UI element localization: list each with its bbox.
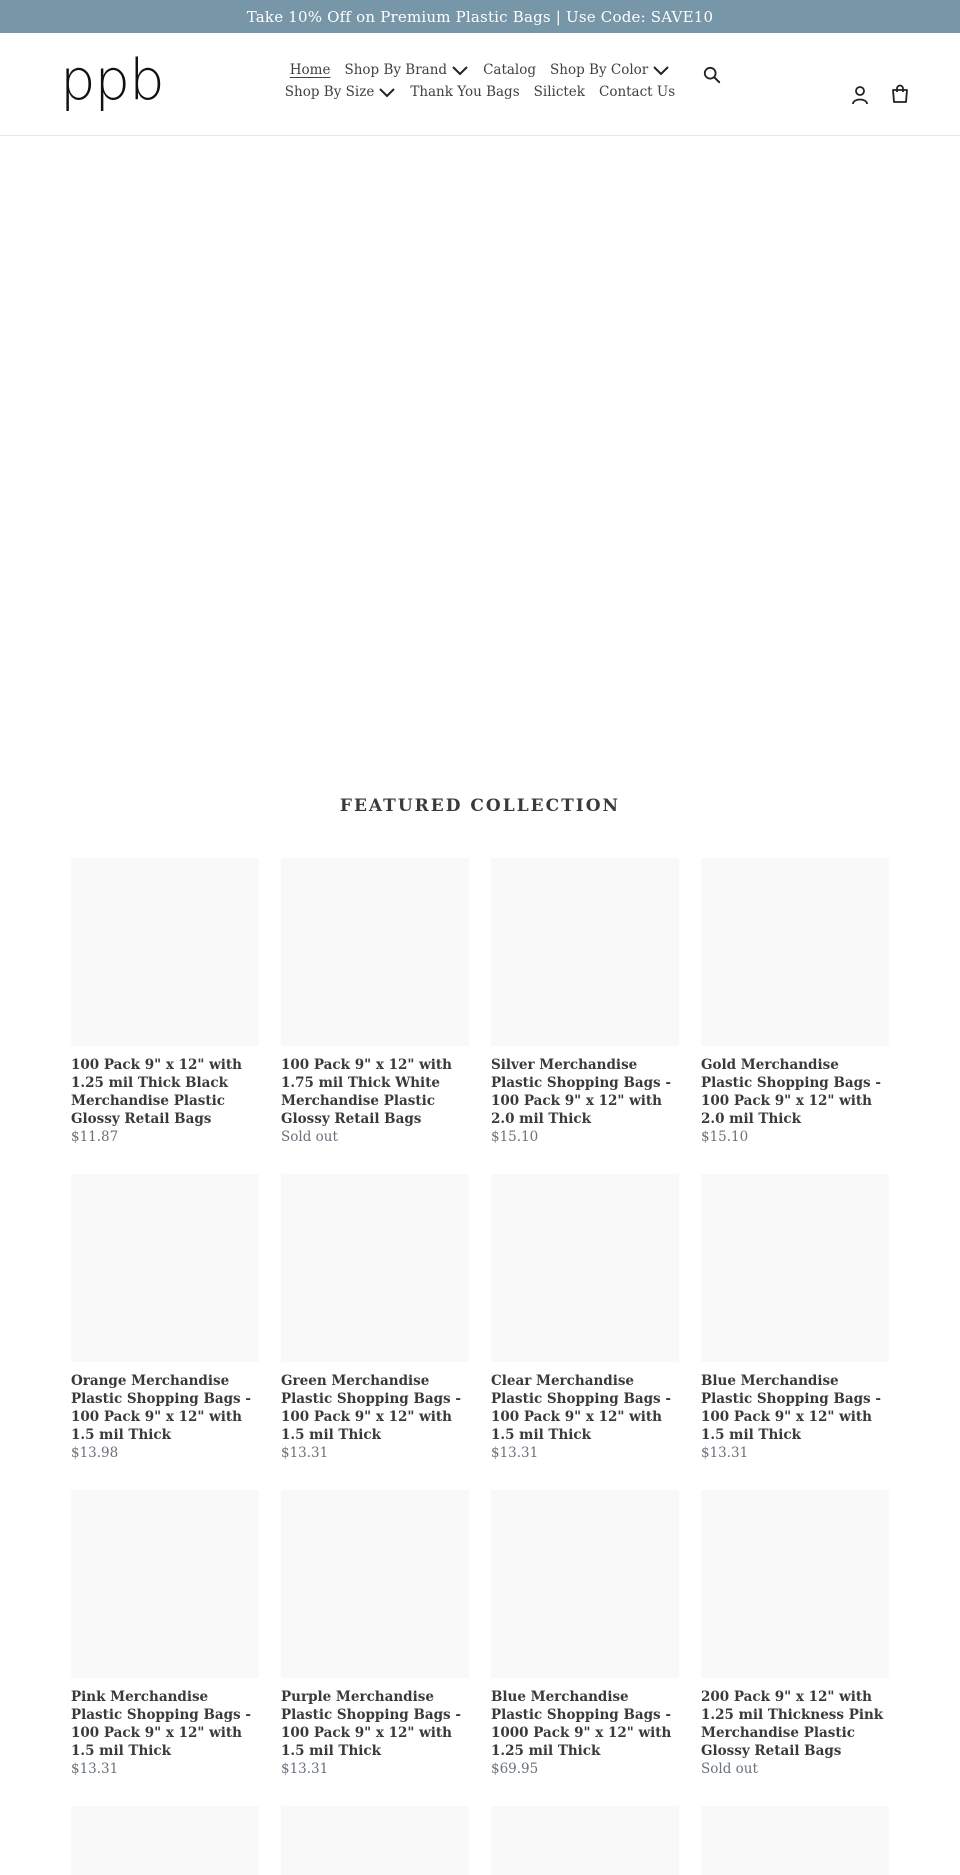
product-image[interactable] [281,1490,469,1678]
chevron-down-icon [378,86,396,98]
product-price: $15.10 [701,1129,749,1145]
product-title[interactable]: Silver Merchandise Plastic Shopping Bags - 100 Pack 9" x 12" with 2.0 mil Thick [491,1057,671,1127]
search-icon[interactable] [700,63,724,87]
nav-item-shop-by-size[interactable] [285,82,397,102]
nav-item-silictek[interactable] [534,82,585,102]
nav-item-label: Contact Us [598,84,676,100]
product-title[interactable]: Gold Merchandise Plastic Shopping Bags - 100 Pack 9" x 12" with 2.0 mil Thick [701,1057,881,1127]
product-card[interactable] [491,1490,679,1806]
announcement-bar [0,0,960,33]
product-image[interactable] [71,1490,259,1678]
product-image[interactable] [701,1806,889,1875]
product-image[interactable] [491,1174,679,1362]
product-card[interactable] [71,858,259,1174]
site-header [0,33,960,136]
product-price: $13.31 [491,1445,539,1461]
product-image[interactable] [71,1174,259,1362]
product-image[interactable] [281,858,469,1046]
product-title[interactable]: Clear Merchandise Plastic Shopping Bags - 100 Pack 9" x 12" with 1.5 mil Thick [491,1373,671,1443]
product-card[interactable] [281,1490,469,1806]
nav-item-label: Shop By Size [284,84,375,100]
product-card[interactable] [71,1490,259,1806]
product-price: Sold out [281,1129,338,1145]
product-title[interactable]: 200 Pack 9" x 12" with 1.25 mil Thickness Pink Merchandise Plastic Glossy Retail Bags [701,1689,884,1759]
product-image[interactable] [71,858,259,1046]
nav-item-home[interactable] [290,60,331,80]
product-price: $13.31 [281,1761,329,1777]
hero-banner [0,137,960,767]
product-price: $13.31 [701,1445,749,1461]
nav-item-catalog[interactable] [483,60,536,80]
product-image[interactable] [71,1806,259,1875]
product-card[interactable] [701,1490,889,1806]
product-price: $13.31 [281,1445,329,1461]
nav-item-thank-you-bags[interactable] [410,82,519,102]
product-card[interactable] [491,858,679,1174]
chevron-down-icon [451,64,469,76]
product-title[interactable]: Blue Merchandise Plastic Shopping Bags - 100 Pack 9" x 12" with 1.5 mil Thick [701,1373,881,1443]
product-title[interactable]: Pink Merchandise Plastic Shopping Bags - 100 Pack 9" x 12" with 1.5 mil Thick [71,1689,251,1759]
product-title[interactable]: Blue Merchandise Plastic Shopping Bags - 1000 Pack 9" x 12" with 1.25 mil Thick [491,1689,672,1759]
product-price: $13.98 [71,1445,119,1461]
product-image[interactable] [281,1806,469,1875]
product-card[interactable] [71,1806,259,1875]
product-title[interactable]: Purple Merchandise Plastic Shopping Bags - 100 Pack 9" x 12" with 1.5 mil Thick [281,1689,461,1759]
nav-item-label: Shop By Color [550,62,649,78]
product-image[interactable] [491,1490,679,1678]
main-nav [280,60,680,102]
product-title[interactable]: 100 Pack 9" x 12" with 1.75 mil Thick White Merchandise Plastic Glossy Retail Bags [281,1057,452,1127]
product-title[interactable]: Orange Merchandise Plastic Shopping Bags - 100 Pack 9" x 12" with 1.5 mil Thick [71,1373,251,1443]
product-price: $13.31 [71,1761,119,1777]
product-image[interactable] [281,1174,469,1362]
product-title[interactable]: Green Merchandise Plastic Shopping Bags - 100 Pack 9" x 12" with 1.5 mil Thick [281,1373,461,1443]
nav-item-contact-us[interactable] [599,82,675,102]
nav-item-shop-by-color[interactable] [550,60,670,80]
product-card[interactable] [281,858,469,1174]
product-price: Sold out [701,1761,758,1777]
product-image[interactable] [491,858,679,1046]
product-title[interactable]: 100 Pack 9" x 12" with 1.25 mil Thick Black Merchandise Plastic Glossy Retail Bags [71,1057,242,1127]
nav-item-label: Shop By Brand [344,62,448,78]
product-image[interactable] [701,1174,889,1362]
product-grid [71,858,889,1875]
product-card[interactable] [281,1174,469,1490]
announcement-text: Take 10% Off on Premium Plastic Bags | Use Code: SAVE10 [246,7,714,26]
nav-item-label: Home [289,62,331,78]
product-image[interactable] [701,858,889,1046]
featured-collection-title: FEATURED COLLECTION [339,796,621,816]
product-image[interactable] [701,1490,889,1678]
product-card[interactable] [701,858,889,1174]
cart-icon[interactable] [888,82,912,106]
nav-item-label: Catalog [483,62,537,78]
nav-item-shop-by-brand[interactable] [344,60,469,80]
user-icon[interactable] [848,83,872,107]
product-card[interactable] [281,1806,469,1875]
site-logo[interactable]: ppb [60,48,164,113]
nav-item-label: Silictek [533,84,585,100]
product-card[interactable] [491,1174,679,1490]
product-price: $15.10 [491,1129,539,1145]
product-price: $69.95 [491,1761,539,1777]
product-card[interactable] [71,1174,259,1490]
product-image[interactable] [491,1806,679,1875]
product-card[interactable] [701,1806,889,1875]
product-card[interactable] [701,1174,889,1490]
product-price: $11.87 [71,1129,119,1145]
chevron-down-icon [652,64,670,76]
product-card[interactable] [491,1806,679,1875]
nav-item-label: Thank You Bags [410,84,520,100]
